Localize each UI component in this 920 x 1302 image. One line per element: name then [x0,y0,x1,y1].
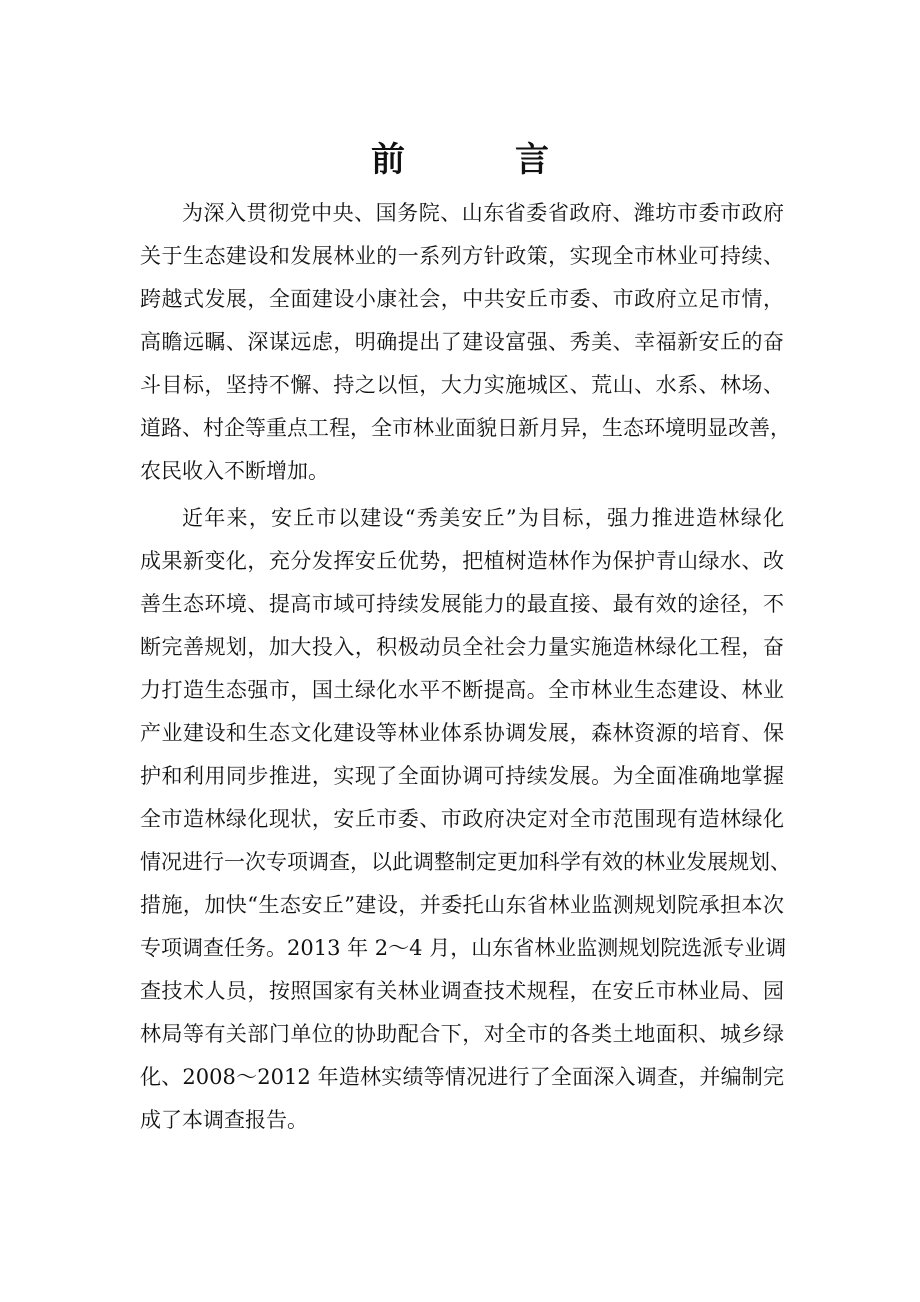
paragraph-2 [140,497,791,1142]
text-line: 为深入贯彻党中央、国务院、山东省委省政府、潍坊市委市政府 [182,201,784,225]
text-line: 成果新变化，充分发挥安丘优势，把植树造林作为保护青山绿水、改 [140,549,784,573]
text-line: 斗目标，坚持不懈、持之以恒，大力实施城区、荒山、水系、林场、 [140,373,784,397]
text-line: 善生态环境、提高市域可持续发展能力的最直接、最有效的途径，不 [140,592,784,616]
text-line: 关于生态建设和发展林业的一系列方针政策，实现全市林业可持续、 [140,244,784,268]
paragraph-1 [140,192,791,493]
text-line: 情况进行一次专项调查，以此调整制定更加科学有效的林业发展规划、 [140,850,791,874]
text-line: 林局等有关部门单位的协助配合下，对全市的各类土地面积、城乡绿 [140,1022,784,1046]
text-line: 全市造林绿化现状，安丘市委、市政府决定对全市范围现有造林绿化 [140,807,784,831]
text-line: 成了本调查报告。 [140,1108,308,1132]
text-line: 近年来，安丘市以建设“秀美安丘”为目标，强力推进造林绿化 [182,506,784,530]
text-line: 力打造生态强市，国土绿化水平不断提高。全市林业生态建设、林业 [140,678,784,702]
text-line: 跨越式发展，全面建设小康社会，中共安丘市委、市政府立足市情， [140,287,784,311]
text-line: 查技术人员，按照国家有关林业调查技术规程，在安丘市林业局、园 [140,979,784,1003]
text-line: 产业建设和生态文化建设等林业体系协调发展，森林资源的培育、保 [140,721,784,745]
text-line: 高瞻远瞩、深谋远虑，明确提出了建设富强、秀美、幸福新安丘的奋 [140,330,784,354]
text-line: 道路、村企等重点工程，全市林业面貌日新月异，生态环境明显改善， [140,416,791,440]
text-line: 措施，加快“生态安丘”建设，并委托山东省林业监测规划院承担本次 [140,893,784,917]
text-line: 化、2008～2012 年造林实绩等情况进行了全面深入调查，并编制完 [140,1065,784,1089]
page-title: 前 言 [371,140,587,180]
text-line: 护和利用同步推进，实现了全面协调可持续发展。为全面准确地掌握 [140,764,784,788]
text-line: 断完善规划，加大投入，积极动员全社会力量实施造林绿化工程，奋 [140,635,784,659]
body-text [140,192,791,1142]
text-line: 农民收入不断增加。 [140,459,329,483]
text-line: 专项调查任务。2013 年 2～4 月，山东省林业监测规划院选派专业调 [140,936,787,960]
